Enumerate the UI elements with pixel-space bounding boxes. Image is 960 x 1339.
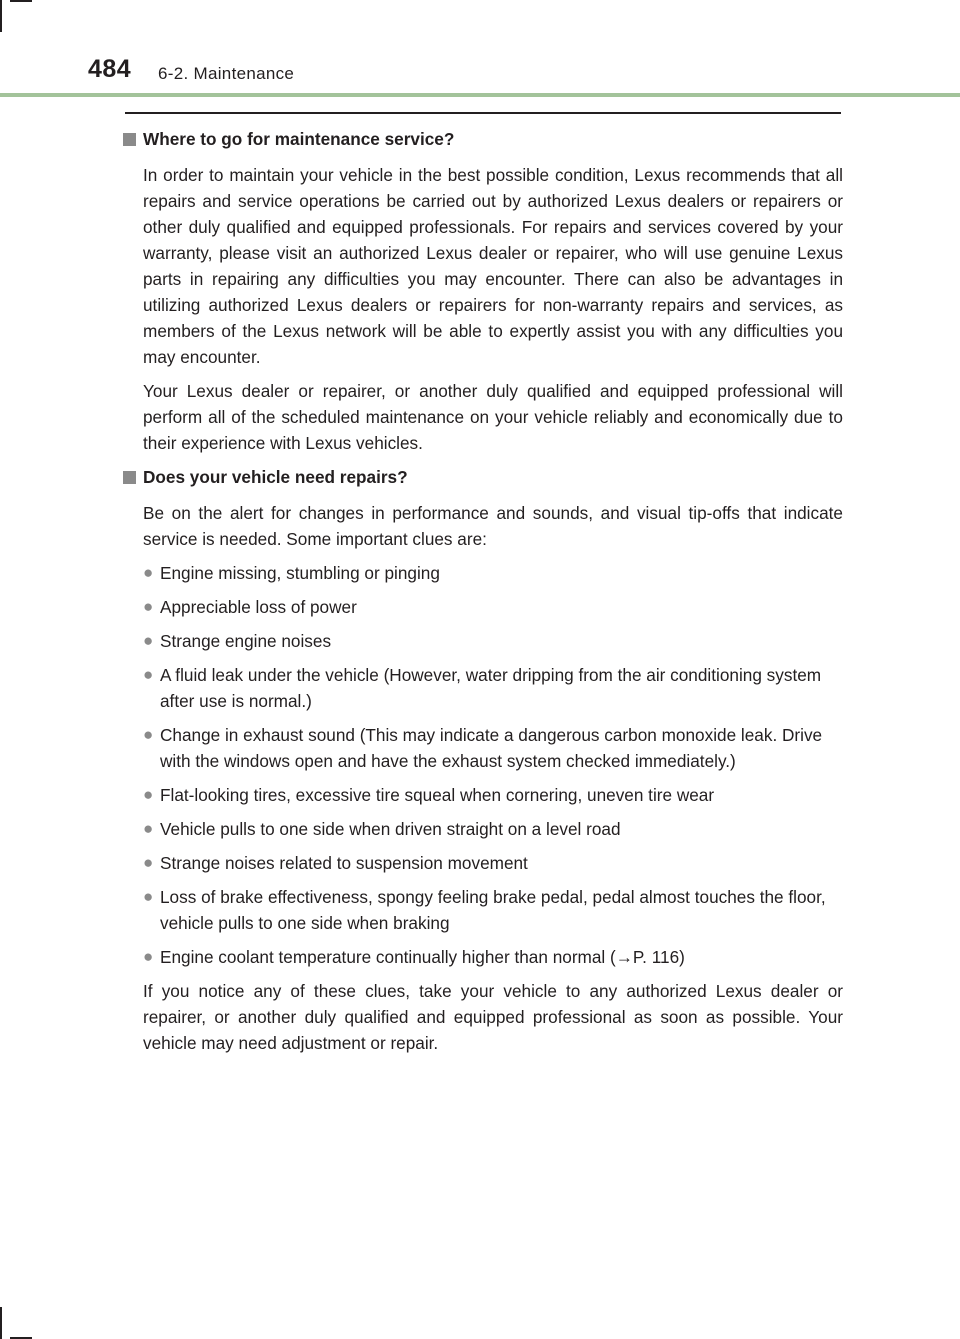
list-item: ● Flat-looking tires, excessive tire squeal when cornering, uneven tire wear [143, 782, 843, 808]
circle-bullet-icon: ● [143, 819, 154, 838]
list-item [143, 944, 843, 970]
circle-bullet-icon: ● [143, 665, 154, 684]
list-item: ● Engine missing, stumbling or pinging [143, 560, 843, 586]
heading-text: Where to go for maintenance service? [143, 129, 455, 149]
page-reference-link[interactable]: Engine coolant temperature continually higher than normal (→P. 116) [160, 947, 685, 967]
heading-text: Does your vehicle need repairs? [143, 467, 408, 487]
paragraph: In order to maintain your vehicle in the best possible condition, Lexus recommends that all repairs and service operations be carried out by authorized Lexus dealers or repairers or other duly qualified and equipped professionals. For repairs and services covered by your warranty, please visit an authorized Lexus dealer or repairer, who will use genuine Lexus parts in repairing any difficulties you may encounter. There can also be advantages in utilizing authorized Lexus dealers or repairers for non-warranty repairs and services, as members of the Lexus network will be able to expertly assist you with any difficulties you may encounter. [143, 165, 843, 367]
paragraph: Your Lexus dealer or repairer, or another duly qualified and equipped professional will perform all of the scheduled maintenance on your vehicle reliably and economically due to their experience with Lexus vehicles. [143, 381, 843, 453]
circle-bullet-icon: ● [143, 631, 154, 650]
section-heading [123, 126, 843, 152]
crop-mark-bottom-left-v [0, 1307, 2, 1339]
content-top-rule [125, 112, 841, 114]
circle-bullet-icon: ● [143, 947, 154, 966]
circle-bullet-icon: ● [143, 785, 154, 804]
list-item: ● Appreciable loss of power [143, 594, 843, 620]
square-bullet-icon [123, 471, 136, 484]
header-rule [0, 93, 960, 97]
list-item: ● A fluid leak under the vehicle (However, water dripping from the air conditioning system after use is normal.) [143, 662, 843, 714]
list-item: ● Change in exhaust sound (This may indicate a dangerous carbon monoxide leak. Drive with the windows open and have the exhaust system checked immediately.) [143, 722, 843, 774]
section-title: 6-2. Maintenance [158, 64, 295, 83]
square-bullet-icon [123, 133, 136, 146]
page-header [0, 0, 960, 100]
list-item: ● Vehicle pulls to one side when driven straight on a level road [143, 816, 843, 842]
list-item: ● Strange noises related to suspension movement [143, 850, 843, 876]
circle-bullet-icon: ● [143, 563, 154, 582]
section-heading [123, 464, 843, 490]
list-item: ● Strange engine noises [143, 628, 843, 654]
page-content [123, 126, 843, 1064]
circle-bullet-icon: ● [143, 853, 154, 872]
circle-bullet-icon: ● [143, 725, 154, 744]
circle-bullet-icon: ● [143, 887, 154, 906]
paragraph: If you notice any of these clues, take your vehicle to any authorized Lexus dealer or repairer, or another duly qualified and equipped professional as soon as possible. Your vehicle may need adjustment or repair. [143, 981, 843, 1053]
page-number: 484 [88, 55, 132, 83]
list-item: ● Loss of brake effectiveness, spongy feeling brake pedal, pedal almost touches the floor, vehicle pulls to one side when braking [143, 884, 843, 936]
circle-bullet-icon: ● [143, 597, 154, 616]
crop-mark-bottom-left-h [10, 1337, 32, 1339]
paragraph: Be on the alert for changes in performance and sounds, and visual tip-offs that indicate service is needed. Some important clues are: [143, 503, 843, 549]
